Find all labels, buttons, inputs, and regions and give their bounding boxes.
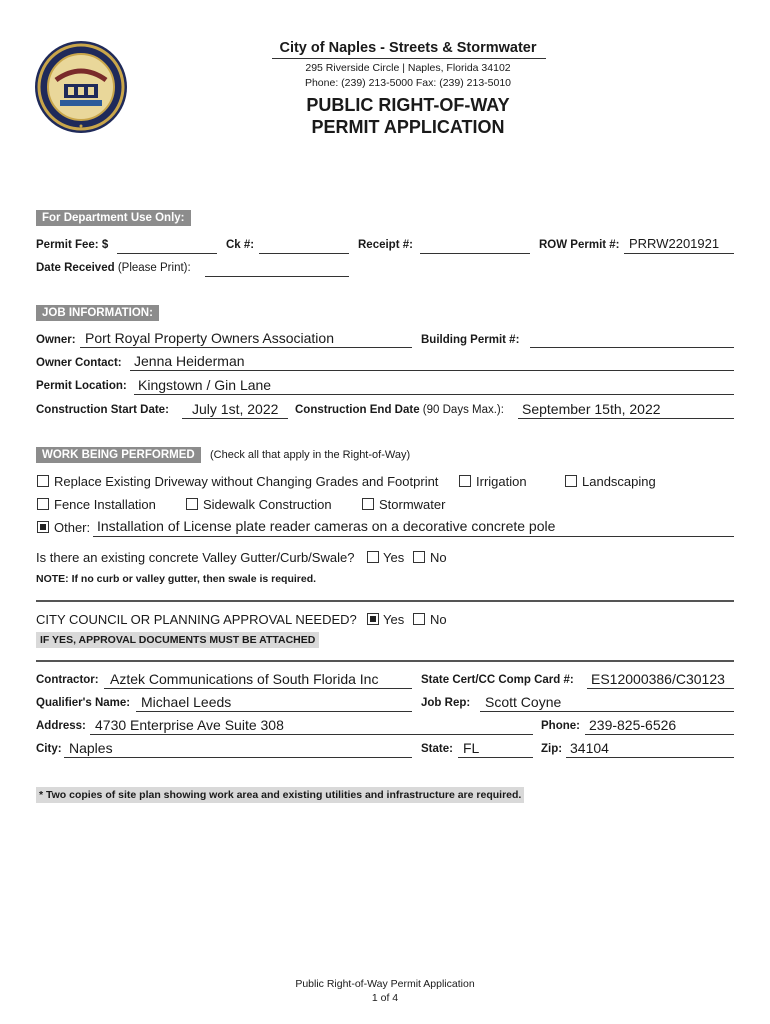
end-date-label-text: Construction End Date [295, 404, 420, 416]
owner-value[interactable]: Port Royal Property Owners Association [85, 330, 334, 346]
gutter-note: NOTE: If no curb or valley gutter, then swale is required. [36, 573, 317, 585]
zip-value[interactable]: 34104 [570, 740, 609, 756]
gutter-question: Is there an existing concrete Valley Gutter/Curb/Swale? [36, 550, 355, 565]
job-rep-label: Job Rep: [421, 697, 471, 709]
job-rep-value[interactable]: Scott Coyne [485, 694, 562, 710]
end-date-note: (90 Days Max.): [422, 404, 504, 416]
owner-contact-value[interactable]: Jenna Heiderman [134, 353, 245, 369]
row-permit-field [624, 253, 734, 254]
state-field [458, 757, 533, 758]
permit-location-field [134, 394, 734, 395]
site-plan-note: * Two copies of site plan showing work area and existing utilities and infrastructure are required. [36, 787, 524, 803]
other-checkbox[interactable] [37, 521, 49, 533]
permit-location-value[interactable]: Kingstown / Gin Lane [138, 377, 272, 393]
row-permit-label: ROW Permit #: [539, 239, 620, 251]
approval-no-checkbox[interactable] [413, 613, 425, 625]
date-received-label [36, 262, 191, 274]
cert-label: State Cert/CC Comp Card #: [421, 674, 574, 686]
date-received-note: (Please Print): [117, 262, 191, 274]
city-field [64, 757, 412, 758]
owner-label: Owner: [36, 334, 76, 346]
org-phone: Phone: (239) 213-5000 Fax: (239) 213-5010 [304, 77, 512, 89]
qualifier-label: Qualifier's Name: [36, 697, 131, 709]
other-field [93, 536, 734, 537]
landscaping-label: Landscaping [582, 474, 656, 489]
work-heading: WORK BEING PERFORMED [36, 447, 201, 463]
stormwater-label: Stormwater [379, 497, 446, 512]
building-permit-field[interactable] [530, 347, 734, 348]
owner-field [80, 347, 412, 348]
phone-label: Phone: [541, 720, 580, 732]
phone-field [585, 734, 734, 735]
contractor-label: Contractor: [36, 674, 99, 686]
owner-contact-field [130, 370, 734, 371]
fence-checkbox[interactable] [37, 498, 49, 510]
permit-location-label: Permit Location: [36, 380, 127, 392]
permit-fee-field[interactable] [117, 253, 217, 254]
approval-yes-checkbox[interactable] [367, 613, 379, 625]
city-seal-logo [34, 40, 128, 134]
irrigation-label: Irrigation [476, 474, 527, 489]
end-date-label [295, 404, 504, 416]
job-info-heading: JOB INFORMATION: [36, 305, 159, 321]
org-name: City of Naples - Streets & Stormwater [279, 40, 537, 56]
driveway-label: Replace Existing Driveway without Changing Grades and Footprint [54, 474, 439, 489]
contractor-field [104, 688, 412, 689]
city-label: City: [36, 743, 62, 755]
building-permit-label: Building Permit #: [421, 334, 520, 346]
other-label: Other: [54, 520, 91, 535]
zip-field [566, 757, 734, 758]
permit-fee-label: Permit Fee: $ [36, 239, 109, 251]
dept-use-heading: For Department Use Only: [36, 210, 191, 226]
approval-question: CITY COUNCIL OR PLANNING APPROVAL NEEDED? [36, 612, 357, 627]
start-date-label: Construction Start Date: [36, 404, 169, 416]
driveway-checkbox[interactable] [37, 475, 49, 487]
qualifier-value[interactable]: Michael Leeds [141, 694, 232, 710]
owner-contact-label: Owner Contact: [36, 357, 122, 369]
state-value[interactable]: FL [463, 740, 480, 756]
footer-doc-name: Public Right-of-Way Permit Application [295, 978, 475, 990]
page-title-line2: PERMIT APPLICATION [311, 117, 505, 137]
landscaping-checkbox[interactable] [565, 475, 577, 487]
address-value[interactable]: 4730 Enterprise Ave Suite 308 [95, 717, 284, 733]
city-value[interactable]: Naples [69, 740, 113, 756]
approval-note: IF YES, APPROVAL DOCUMENTS MUST BE ATTACHED [36, 632, 319, 648]
address-label: Address: [36, 720, 86, 732]
approval-no-label: No [430, 612, 447, 627]
gutter-yes-checkbox[interactable] [367, 551, 379, 563]
sidewalk-label: Sidewalk Construction [203, 497, 332, 512]
date-received-label-text: Date Received [36, 262, 115, 274]
ck-field[interactable] [259, 253, 349, 254]
start-date-field [182, 418, 288, 419]
org-address: 295 Riverside Circle | Naples, Florida 34102 [305, 62, 511, 74]
approval-yes-label: Yes [383, 612, 405, 627]
state-label: State: [421, 743, 453, 755]
cert-value[interactable]: ES12000386/C30123 [591, 671, 725, 687]
footer-page-number: 1 of 4 [371, 992, 399, 1004]
receipt-label: Receipt #: [358, 239, 413, 251]
cert-field [587, 688, 734, 689]
qualifier-field [136, 711, 412, 712]
section-divider-1 [36, 600, 734, 602]
gutter-no-checkbox[interactable] [413, 551, 425, 563]
end-date-value[interactable]: September 15th, 2022 [522, 401, 661, 417]
irrigation-checkbox[interactable] [459, 475, 471, 487]
zip-label: Zip: [541, 743, 563, 755]
gutter-yes-label: Yes [383, 550, 405, 565]
work-note: (Check all that apply in the Right-of-Way) [210, 449, 411, 461]
other-value[interactable]: Installation of License plate reader cameras on a decorative concrete pole [97, 518, 556, 534]
page-title-line1: PUBLIC RIGHT-OF-WAY [306, 95, 510, 115]
gutter-no-label: No [430, 550, 447, 565]
start-date-value[interactable]: July 1st, 2022 [192, 401, 279, 417]
job-rep-field [480, 711, 734, 712]
end-date-field [518, 418, 734, 419]
sidewalk-checkbox[interactable] [186, 498, 198, 510]
phone-value[interactable]: 239-825-6526 [589, 717, 677, 733]
org-underline [272, 58, 546, 59]
receipt-field[interactable] [420, 253, 530, 254]
stormwater-checkbox[interactable] [362, 498, 374, 510]
section-divider-2 [36, 660, 734, 662]
fence-label: Fence Installation [54, 497, 156, 512]
address-field [90, 734, 533, 735]
contractor-value[interactable]: Aztek Communications of South Florida Inc [110, 671, 379, 687]
ck-label: Ck #: [226, 239, 255, 251]
row-permit-value[interactable]: PRRW2201921 [629, 236, 720, 251]
date-received-field[interactable] [205, 276, 349, 277]
